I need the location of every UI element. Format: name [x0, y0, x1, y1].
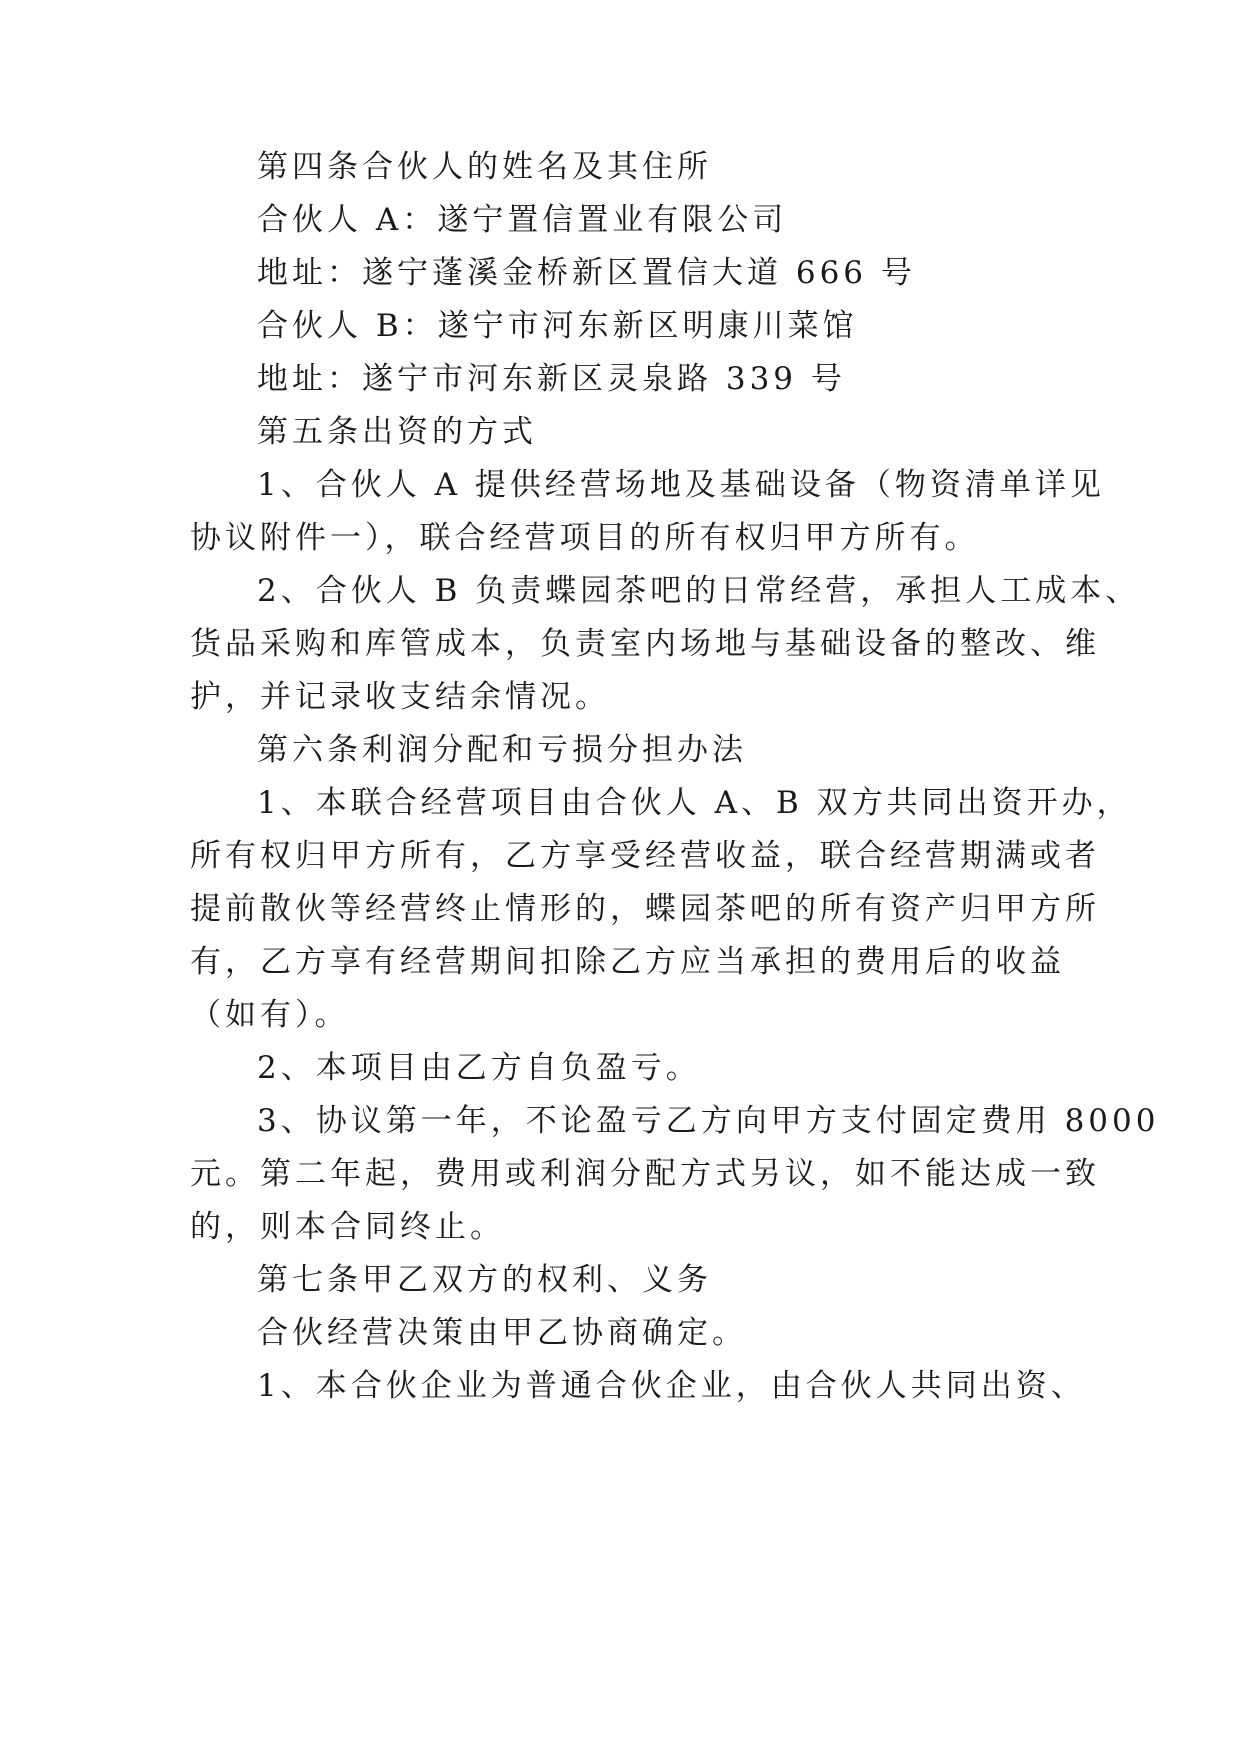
text-line: 货品采购和库管成本，负责室内场地与基础设备的整改、维	[190, 626, 1100, 662]
partner-b-name: 合伙人 B：遂宁市河东新区明康川菜馆	[257, 308, 858, 344]
text-line: 1、本合伙企业为普通合伙企业，由合伙人共同出资、	[257, 1368, 1086, 1404]
article-6-heading: 第六条利润分配和亏损分担办法	[257, 732, 747, 768]
text-line: 元。第二年起，费用或利润分配方式另议，如不能达成一致	[190, 1156, 1100, 1192]
text-line: 合伙经营决策由甲乙协商确定。	[257, 1315, 747, 1351]
article-5-heading: 第五条出资的方式	[257, 414, 537, 450]
text-line: （如有）。	[190, 997, 350, 1033]
text-line: 护，并记录收支结余情况。	[190, 679, 610, 715]
article-4-heading: 第四条合伙人的姓名及其住所	[257, 149, 712, 185]
text-line: 有，乙方享有经营期间扣除乙方应当承担的费用后的收益	[190, 944, 1065, 980]
text-line: 2、本项目由乙方自负盈亏。	[257, 1050, 701, 1086]
text-line: 的，则本合同终止。	[190, 1209, 505, 1245]
partner-b-address: 地址：遂宁市河东新区灵泉路 339 号	[257, 361, 846, 397]
text-line: 1、合伙人 A 提供经营场地及基础设备（物资清单详见	[257, 467, 1105, 503]
text-line: 1、本联合经营项目由合伙人 A、B 双方共同出资开办，	[257, 785, 1132, 821]
partner-a-name: 合伙人 A：遂宁置信置业有限公司	[257, 202, 788, 238]
text-line: 提前散伙等经营终止情形的，蝶园茶吧的所有资产归甲方所	[190, 891, 1100, 927]
text-line: 3、协议第一年，不论盈亏乙方向甲方支付固定费用 8000	[257, 1103, 1160, 1139]
partner-a-address: 地址：遂宁蓬溪金桥新区置信大道 666 号	[257, 255, 916, 291]
text-line: 2、合伙人 B 负责蝶园茶吧的日常经营，承担人工成本、	[257, 573, 1141, 609]
article-7-heading: 第七条甲乙双方的权利、义务	[257, 1262, 712, 1298]
text-line: 协议附件一），联合经营项目的所有权归甲方所有。	[190, 520, 980, 556]
text-line: 所有权归甲方所有，乙方享受经营收益，联合经营期满或者	[190, 838, 1100, 874]
